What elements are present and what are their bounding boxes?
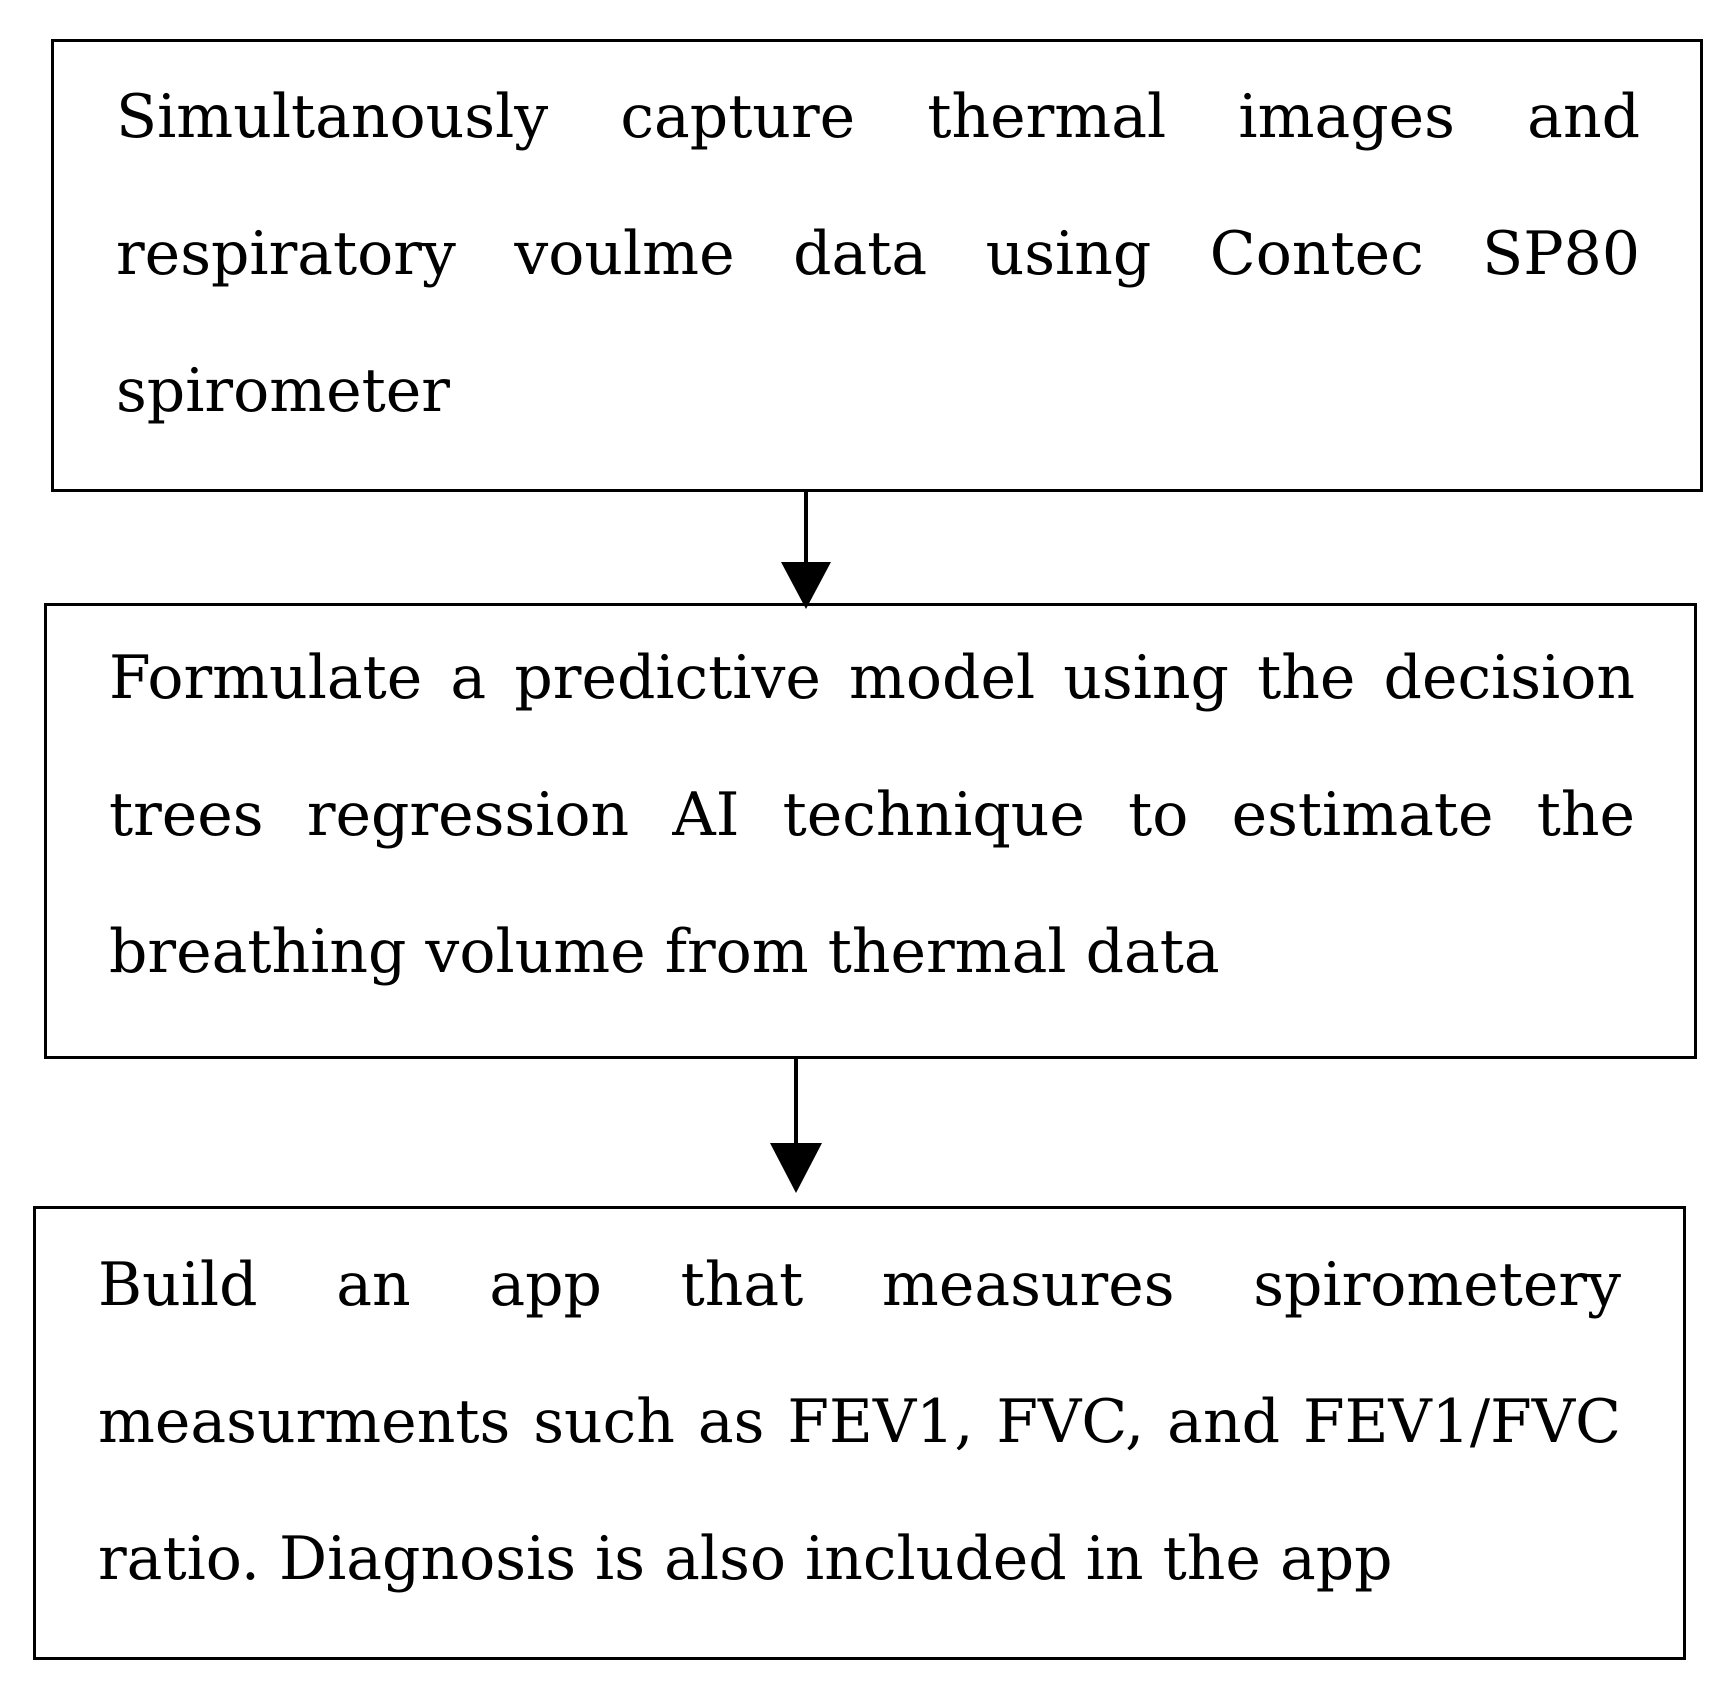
flowchart-step-app-box [33,1206,1686,1660]
flowchart-step-capture-box [51,39,1703,492]
flowchart-step-model-text: Formulate a predictive model using the decision trees regression AI technique to estimate the breathing volume from thermal data [109,643,1635,987]
arrow-step2-to-step3 [770,1059,822,1193]
flowchart-step-capture-text: Simultanously capture thermal images and respiratory voulme data using Contec SP80 spirometer [116,82,1640,426]
arrow-head [781,562,831,609]
flowchart-step-app-text: Build an app that measures spirometery measurments such as FEV1, FVC, and FEV1/FVC ratio. Diagnosis is also included in the app [98,1250,1621,1594]
flowchart-step-model-box [44,603,1697,1059]
arrow-step1-to-step2 [781,492,831,609]
arrow-head [770,1143,822,1193]
